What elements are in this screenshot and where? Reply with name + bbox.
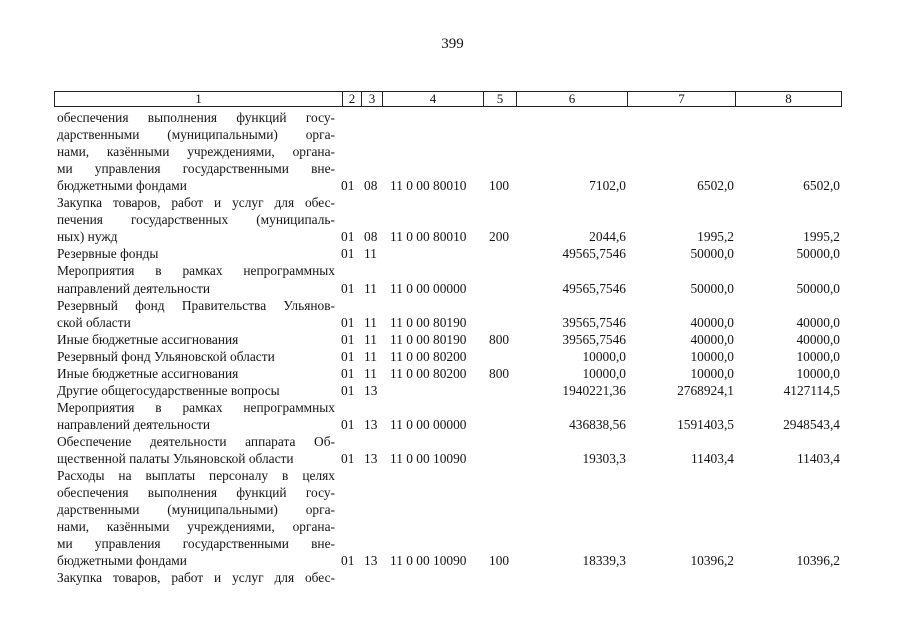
cell-c3: 13 [364, 416, 378, 432]
cell-c6: 10000,0 [582, 365, 626, 381]
cell-c3: 11 [364, 331, 377, 347]
cell-c8: 11403,4 [796, 451, 840, 466]
description-line: Иные бюджетные ассигнования [57, 331, 239, 347]
cell-c8: 50000,0 [796, 246, 840, 262]
description-line: Иные бюджетные ассигнования [57, 365, 239, 381]
cell-c8: 10000,0 [796, 365, 840, 381]
header-col-7: 7 [627, 92, 735, 106]
cell-c2: 01 [341, 553, 355, 569]
cell-c8: 10396,2 [796, 553, 840, 569]
description-line: печения государственных (муниципаль- [57, 212, 335, 228]
header-col-4: 4 [382, 92, 483, 106]
cell-c5: 100 [489, 553, 510, 569]
cell-c4: 11 0 00 80200 [390, 348, 467, 364]
cell-c4: 11 0 00 80190 [390, 331, 467, 347]
header-col-5: 5 [483, 92, 516, 106]
cell-c8: 50000,0 [796, 280, 840, 296]
cell-c2: 01 [341, 348, 355, 364]
cell-c7: 10000,0 [690, 348, 734, 364]
cell-c2: 01 [341, 314, 355, 330]
header-col-3: 3 [361, 92, 382, 106]
description-line: нами, казёнными учреждениями, органа- [57, 144, 335, 160]
cell-c4: 11 0 00 10090 [390, 451, 467, 466]
cell-c2: 01 [341, 382, 355, 398]
cell-c6: 19303,3 [582, 451, 626, 466]
header-col-8: 8 [735, 92, 841, 106]
cell-c8: 10000,0 [796, 348, 840, 364]
description-line: ми управления государственными вне- [57, 161, 335, 177]
description-line: ми управления государственными вне- [57, 536, 335, 552]
description-line: Мероприятия в рамках непрограммных [57, 263, 335, 279]
description-line: Расходы на выплаты персоналу в целях [57, 468, 335, 484]
header-col-1: 1 [195, 91, 202, 106]
description-line: обеспечения выполнения функций госу- [57, 485, 335, 501]
cell-c3: 13 [364, 382, 378, 398]
cell-c4: 11 0 00 80010 [390, 229, 467, 245]
description-line: бюджетными фондами [57, 553, 187, 569]
cell-c7: 10396,2 [690, 553, 734, 569]
description-line: Закупка товаров, работ и услуг для обес- [57, 195, 335, 211]
cell-c3: 13 [364, 451, 378, 466]
cell-c4: 11 0 00 10090 [390, 553, 467, 569]
cell-c2: 01 [341, 229, 355, 245]
cell-c7: 1995,2 [697, 229, 734, 245]
description-line: направлений деятельности [57, 280, 211, 296]
description-line: Обеспечение деятельности аппарата Об- [57, 433, 335, 449]
cell-c5: 800 [489, 365, 510, 381]
description-line: бюджетными фондами [57, 178, 187, 194]
cell-c2: 01 [341, 451, 355, 466]
table-header [54, 91, 842, 107]
cell-c6: 49565,7546 [562, 246, 626, 262]
cell-c6: 1940221,36 [562, 382, 626, 398]
cell-c6: 18339,3 [582, 553, 626, 569]
cell-c2: 01 [341, 416, 355, 432]
description-line: направлений деятельности [57, 416, 211, 432]
cell-c3: 11 [364, 314, 377, 330]
cell-c3: 08 [364, 229, 378, 245]
cell-c8: 1995,2 [803, 229, 840, 245]
cell-c7: 50000,0 [690, 246, 734, 262]
cell-c4: 11 0 00 00000 [390, 280, 467, 296]
cell-c8: 40000,0 [796, 314, 840, 330]
cell-c7: 1591403,5 [677, 416, 734, 432]
cell-c5: 100 [489, 178, 510, 194]
cell-c3: 11 [364, 280, 377, 296]
cell-c7: 11403,4 [690, 451, 734, 466]
cell-c7: 50000,0 [690, 280, 734, 296]
cell-c8: 4127114,5 [783, 382, 840, 398]
cell-c8: 6502,0 [803, 178, 840, 194]
description-line: Резервные фонды [57, 246, 159, 262]
cell-c2: 01 [341, 246, 355, 262]
description-line: щественной палаты Ульяновской области [57, 451, 294, 466]
cell-c3: 11 [364, 246, 377, 262]
page-number: 399 [441, 36, 464, 52]
description-line: Резервный фонд Ульяновской области [57, 348, 275, 364]
description-line: Закупка товаров, работ и услуг для обес- [57, 570, 335, 586]
cell-c6: 10000,0 [582, 348, 626, 364]
cell-c6: 436838,56 [569, 416, 626, 432]
cell-c7: 10000,0 [690, 365, 734, 381]
cell-c6: 49565,7546 [562, 280, 626, 296]
cell-c3: 13 [364, 553, 378, 569]
description-line: Резервный фонд Правительства Ульянов- [57, 297, 335, 313]
cell-c7: 40000,0 [690, 331, 734, 347]
cell-c5: 200 [489, 229, 510, 245]
cell-c2: 01 [341, 331, 355, 347]
cell-c2: 01 [341, 178, 355, 194]
description-line: обеспечения выполнения функций госу- [57, 110, 335, 125]
description-line: дарственными (муниципальными) орга- [57, 502, 335, 518]
header-col-2: 2 [342, 92, 361, 106]
cell-c7: 40000,0 [690, 314, 734, 330]
cell-c7: 6502,0 [697, 178, 734, 194]
description-line: ской области [57, 314, 131, 330]
cell-c3: 08 [364, 178, 378, 194]
cell-c4: 11 0 00 00000 [390, 416, 467, 432]
description-line: дарственными (муниципальными) орга- [57, 127, 335, 143]
description-line: Мероприятия в рамках непрограммных [57, 399, 335, 415]
cell-c6: 39565,7546 [562, 331, 626, 347]
description-line: Другие общегосударственные вопросы [57, 382, 280, 398]
description-line: нами, казёнными учреждениями, органа- [57, 519, 335, 535]
description-line: ных) нужд [57, 229, 118, 245]
cell-c4: 11 0 00 80010 [390, 178, 467, 194]
cell-c8: 2948543,4 [783, 416, 840, 432]
cell-c6: 2044,6 [589, 229, 626, 245]
cell-c8: 40000,0 [796, 331, 840, 347]
cell-c6: 39565,7546 [562, 314, 626, 330]
cell-c2: 01 [341, 365, 355, 381]
cell-c4: 11 0 00 80190 [390, 314, 467, 330]
cell-c3: 11 [364, 365, 377, 381]
cell-c5: 800 [489, 331, 510, 347]
cell-c4: 11 0 00 80200 [390, 365, 467, 381]
cell-c3: 11 [364, 348, 377, 364]
cell-c2: 01 [341, 280, 355, 296]
cell-c7: 2768924,1 [677, 382, 734, 398]
cell-c6: 7102,0 [589, 178, 626, 194]
header-col-6: 6 [516, 92, 627, 106]
